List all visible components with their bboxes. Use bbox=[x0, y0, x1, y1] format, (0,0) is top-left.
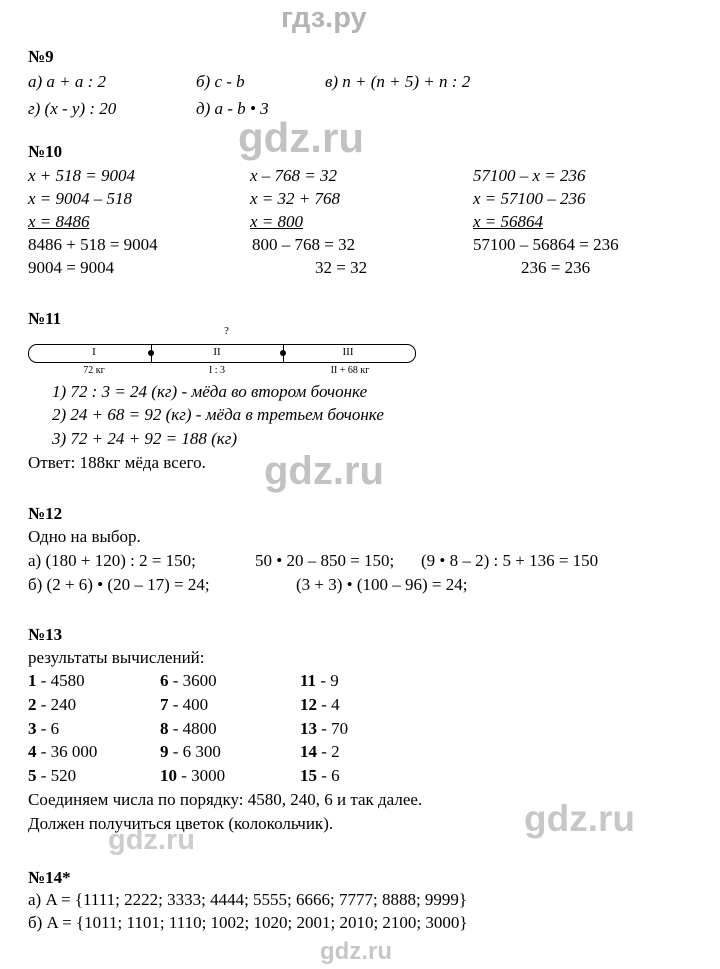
task-13-heading: №13 bbox=[28, 625, 63, 644]
scheme-segment-3-roman: III bbox=[342, 346, 354, 358]
watermark-top: гдз.ру bbox=[281, 2, 367, 34]
task-10-col1-line5: 9004 = 9004 bbox=[28, 258, 115, 277]
task-12-line-a3: (9 • 8 – 2) : 5 + 136 = 150 bbox=[421, 551, 599, 570]
scheme-segment-1-roman: I bbox=[92, 346, 96, 358]
task-12-heading: №12 bbox=[28, 504, 63, 523]
task-10-col3-line1: 57100 – x = 236 bbox=[473, 166, 586, 185]
scheme-segment-2-roman: II bbox=[213, 346, 221, 358]
task-13-c3-r1-val: - 9 bbox=[320, 671, 339, 690]
task-9-heading: №9 bbox=[28, 47, 54, 66]
table-row bbox=[300, 742, 340, 762]
task-9-item-d: д) a - b • 3 bbox=[196, 99, 269, 118]
task-10-col3-line4: 57100 – 56864 = 236 bbox=[473, 235, 619, 254]
task-13-c3-r2-val: - 4 bbox=[321, 695, 340, 714]
watermark-bottom: gdz.ru bbox=[320, 938, 392, 965]
task-11-step-3: 3) 72 + 24 + 92 = 188 (кг) bbox=[52, 429, 237, 448]
watermark-mid-3: gdz.ru bbox=[524, 798, 635, 839]
task-13-c1-r5-num: 5 bbox=[28, 766, 37, 785]
task-12-line-a2: 50 • 20 – 850 = 150; bbox=[255, 551, 395, 570]
watermark-mid-4: gdz.ru bbox=[108, 824, 195, 856]
task-10-col3-line5: 236 = 236 bbox=[521, 258, 591, 277]
task-13-c2-r4-val: - 6 300 bbox=[172, 742, 221, 761]
task-10-heading: №10 bbox=[28, 142, 63, 161]
task-13-c3-r3-num: 13 bbox=[300, 719, 317, 738]
task-13-c2-r5-val: - 3000 bbox=[181, 766, 226, 785]
table-row bbox=[160, 671, 217, 691]
task-14-line-a: а) A = {1111; 2222; 3333; 4444; 5555; 6666; 7777; 8888; 9999} bbox=[28, 890, 468, 909]
task-10-col2-line1: x – 768 = 32 bbox=[250, 166, 338, 185]
task-10-col3-line3: x = 56864 bbox=[473, 212, 544, 231]
task-13-c2-r4-num: 9 bbox=[160, 742, 169, 761]
task-9-item-b: б) c - b bbox=[196, 72, 245, 91]
task-10-col1-line2: x = 9004 – 518 bbox=[28, 189, 133, 208]
task-13-c2-r1-num: 6 bbox=[160, 671, 169, 690]
task-10-col2-line5: 32 = 32 bbox=[315, 258, 368, 277]
task-13-c1-r2-val: - 240 bbox=[40, 695, 77, 714]
task-12-line-b2: (3 + 3) • (100 – 96) = 24; bbox=[296, 575, 468, 594]
task-10-col2-line2: x = 32 + 768 bbox=[250, 189, 340, 208]
task-13-c3-r1-num: 11 bbox=[300, 671, 317, 690]
task-13-c2-r2-num: 7 bbox=[160, 695, 169, 714]
task-13-c1-r1-num: 1 bbox=[28, 671, 37, 690]
table-row bbox=[28, 695, 76, 715]
task-10-col1-line3: x = 8486 bbox=[28, 212, 90, 231]
table-row bbox=[28, 742, 97, 762]
task-13-c3-r2-num: 12 bbox=[300, 695, 317, 714]
table-row bbox=[160, 766, 225, 786]
task-13-note-2: Должен получиться цветок (колокольчик). bbox=[28, 814, 334, 833]
task-14-heading: №14* bbox=[28, 868, 71, 887]
task-13-c1-r3-val: - 6 bbox=[40, 719, 60, 738]
scheme-tick-1 bbox=[148, 350, 154, 356]
table-row bbox=[300, 766, 340, 786]
task-12-line-b: б) (2 + 6) • (20 – 17) = 24; bbox=[28, 575, 210, 594]
task-13-c3-r5-num: 15 bbox=[300, 766, 317, 785]
task-13-c2-r5-num: 10 bbox=[160, 766, 177, 785]
table-row bbox=[300, 671, 339, 691]
task-10-col3-line2: x = 57100 – 236 bbox=[473, 189, 586, 208]
task-9-item-v: в) n + (n + 5) + n : 2 bbox=[325, 72, 471, 91]
task-13-c2-r3-num: 8 bbox=[160, 719, 169, 738]
task-13-intro: результаты вычислений: bbox=[28, 648, 205, 667]
task-10-col1-line1: x + 518 = 9004 bbox=[28, 166, 135, 185]
table-row bbox=[28, 719, 59, 739]
bar-scheme-diagram bbox=[28, 325, 418, 376]
task-11-step-1: 1) 72 : 3 = 24 (кг) - мёда во втором бочонке bbox=[52, 382, 368, 401]
task-13-c2-r3-val: - 4800 bbox=[172, 719, 217, 738]
task-13-c1-r2-num: 2 bbox=[28, 695, 37, 714]
task-14-line-b: б) A = {1011; 1101; 1110; 1002; 1020; 2001; 2010; 2100; 3000} bbox=[28, 913, 468, 932]
task-12-intro: Одно на выбор. bbox=[28, 527, 141, 546]
task-13-c3-r5-val: - 6 bbox=[321, 766, 340, 785]
table-row bbox=[300, 695, 340, 715]
scheme-tick-2 bbox=[280, 350, 286, 356]
table-row bbox=[160, 695, 208, 715]
task-11-answer: Ответ: 188кг мёда всего. bbox=[28, 453, 206, 472]
scheme-segment-2-sub: I : 3 bbox=[208, 365, 226, 376]
task-13-c3-r4-val: - 2 bbox=[321, 742, 340, 761]
task-13-note-1: Соединяем числа по порядку: 4580, 240, 6 и так далее. bbox=[28, 790, 423, 809]
table-row bbox=[160, 719, 217, 739]
task-9-item-g: г) (x - y) : 20 bbox=[28, 99, 117, 118]
task-13-c3-r4-num: 14 bbox=[300, 742, 317, 761]
scheme-segment-1-sub: 72 кг bbox=[83, 365, 105, 376]
scheme-question-mark: ? bbox=[224, 325, 229, 337]
task-10-col2-line3: x = 800 bbox=[250, 212, 304, 231]
table-row bbox=[28, 766, 76, 786]
watermark-mid-2: gdz.ru bbox=[264, 449, 384, 493]
task-13-c2-r2-val: - 400 bbox=[172, 695, 209, 714]
task-13-c2-r1-val: - 3600 bbox=[172, 671, 217, 690]
task-11-heading: №11 bbox=[28, 309, 62, 328]
task-13-c1-r3-num: 3 bbox=[28, 719, 37, 738]
table-row bbox=[28, 671, 85, 691]
task-9-item-a: а) a + a : 2 bbox=[28, 72, 107, 91]
watermark-mid-1: gdz.ru bbox=[238, 114, 364, 161]
task-13-c1-r1-val: - 4580 bbox=[40, 671, 85, 690]
table-row bbox=[160, 742, 221, 762]
task-13-c1-r5-val: - 520 bbox=[40, 766, 77, 785]
task-10-col1-line4: 8486 + 518 = 9004 bbox=[28, 235, 158, 254]
table-row bbox=[300, 719, 348, 739]
scheme-segment-3-sub: II + 68 кг bbox=[330, 365, 370, 376]
task-11-step-2: 2) 24 + 68 = 92 (кг) - мёда в третьем бочонке bbox=[52, 405, 384, 424]
task-13-c3-r3-val: - 70 bbox=[321, 719, 349, 738]
task-13-c1-r4-val: - 36 000 bbox=[40, 742, 98, 761]
task-12-line-a: а) (180 + 120) : 2 = 150; bbox=[28, 551, 196, 570]
task-10-col2-line4: 800 – 768 = 32 bbox=[252, 235, 356, 254]
task-13-c1-r4-num: 4 bbox=[28, 742, 37, 761]
